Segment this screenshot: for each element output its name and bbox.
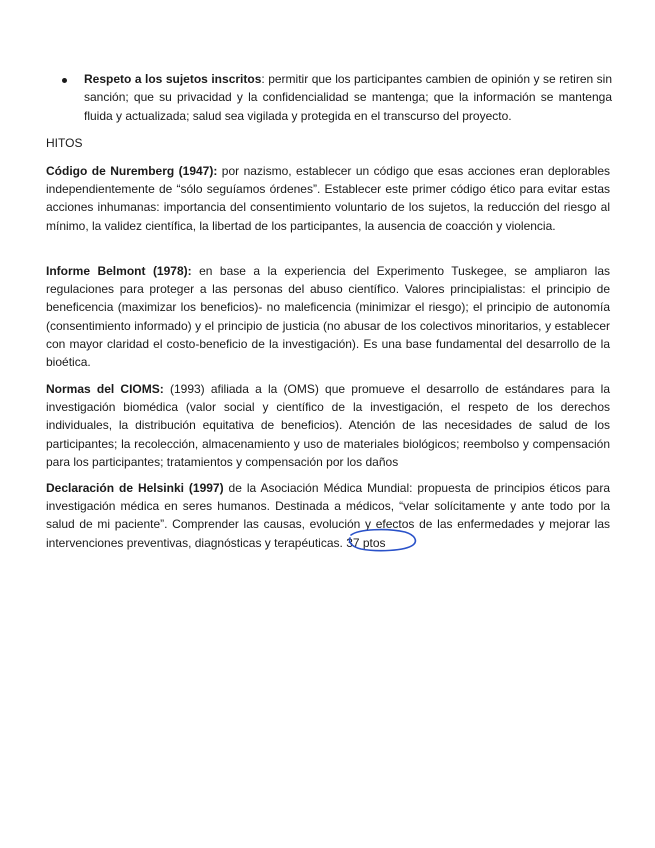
nuremberg-heading: Código de Nuremberg (1947): [46,164,218,178]
bullet-heading: Respeto a los sujetos inscritos [84,72,262,86]
cioms-heading: Normas del CIOMS: [46,382,164,396]
helsinki-body: de la Asociación Médica Mundial: propuesta de principios éticos para investigación médica en seres humanos. Destinada a médicos, “velar solícitamente y ante todo por la salud de mi paciente”. Comprender las causas, evolución y efectos de las enfermedades y mejorar las intervenciones preventivas, diagnósticas y terapéuticas. [46,481,611,550]
bullet-paragraph [84,70,612,125]
cioms-body: (1993) afiliada a la (OMS) que promueve el desarrollo de estándares para la investigación biomédica (valor social y científico de la investigación, el respeto de los derechos individuales, la distribución equitativa de beneficios). Atención de las necesidades de salud de los participantes; la recolección, almacenamiento y uso de materiales biológicos; reembolso y compensación para los participantes; tratamientos y compensación por los daños [46,382,610,469]
section-nuremberg [46,162,610,235]
section-cioms [46,380,610,471]
helsinki-heading: Declaración de Helsinki (1997) [46,481,224,495]
bullet-dot-icon [62,78,67,83]
belmont-body: en base a la experiencia del Experimento Tuskegee, se ampliaron las regulaciones para proteger a las personas del abuso científico. Valores principialistas: el principio de beneficencia (maximizar los beneficios)- no maleficencia (minimizar el riesgo); el principio de autonomía (consentimiento informado) y el principio de justicia (no abusar de los colectivos minoritarios, y establecer con mayor claridad el costo-beneficio de la investigación). Es una base fundamental del desarrollo de la bioética. [46,264,610,370]
section-belmont [46,262,610,371]
nuremberg-body: por nazismo, establecer un código que esas acciones eran deplorables independientemente de “sólo seguíamos órdenes”. Establecer este primer código ético para evitar estas acciones inhumanas: importancia del consentimiento voluntario de los sujetos, la reducción del riesgo al mínimo, la validez científica, la libertad de los participantes, la ausencia de coacción y violencia. [46,164,610,233]
score-annotation: 37 ptos [346,535,386,550]
section-helsinki [46,479,610,552]
belmont-heading: Informe Belmont (1978): [46,264,192,278]
bullet-body: : permitir que los participantes cambien de opinión y se retiren sin sanción; que su privacidad y la confidencialidad se mantenga; que la información se mantenga fluida y actualizada; salud sea vigilada y protegida en el transcurso del proyecto. [84,72,613,123]
bullet-item-respeto [62,70,612,125]
hitos-heading: HITOS [46,136,83,150]
